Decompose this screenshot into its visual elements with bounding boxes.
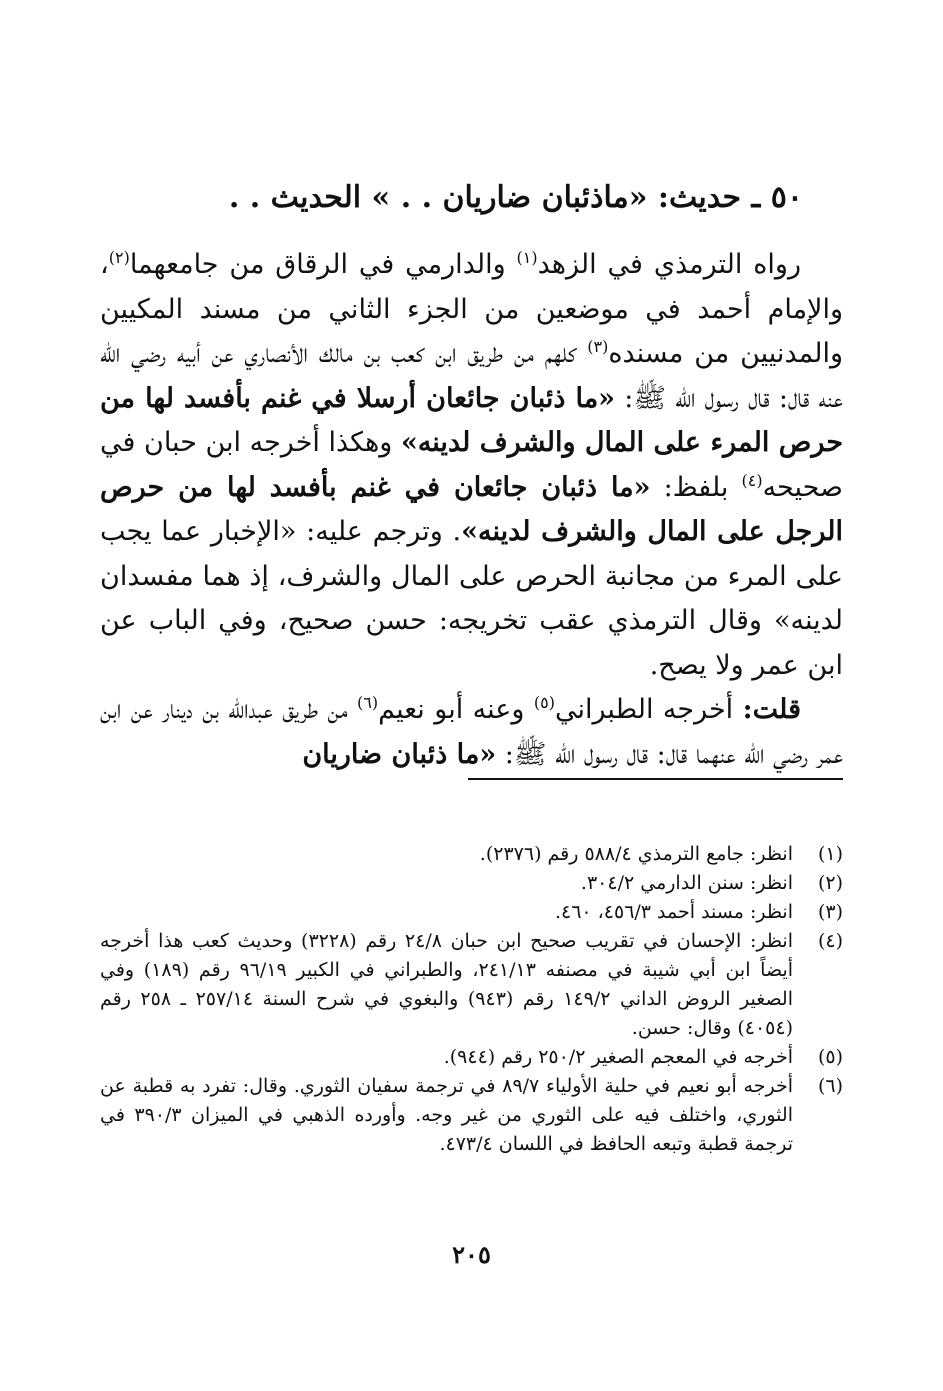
footnote-number: (١) (817, 843, 843, 865)
text-run: بلفظ: (650, 471, 742, 503)
footnote-4 (100, 927, 843, 1043)
footnote-ref: (٢) (108, 248, 130, 267)
text-run: والدارمي في الرقاق من جامعهما (129, 249, 517, 280)
footnote-3 (100, 898, 843, 927)
footnote-number: (٢) (817, 872, 843, 894)
footnote-number: (٥) (817, 1046, 843, 1068)
footnotes (100, 840, 843, 1159)
footnote-number: (٦) (817, 1075, 843, 1097)
lead-word: قلت: (742, 694, 801, 725)
footnote-separator (468, 778, 843, 780)
footnote-text: أخرجه أبو نعيم في حلية الأولياء ٨٩/٧ في ترجمة سفيان الثوري. وقال: تفرد به قطبة عن الثوري، واختلف فيه على الثوري من غير وجه. وأورده الذهبي في الميزان ٣٩٠/٣ في ترجمة قطبة وتبعه الحافظ في اللسان ٤٧٣/٤. (100, 1075, 793, 1155)
footnote-ref: (٣) (587, 337, 609, 356)
footnote-text: انظر: سنن الدارمي ٣٠٤/٢. (580, 872, 793, 894)
footnote-text: انظر: جامع الترمذي ٥٨٨/٤ رقم (٢٣٧٦). (479, 843, 793, 865)
hadith-heading: ٥٠ ـ حديث: «ماذئبان ضاريان . . » الحديث . . (228, 180, 803, 215)
footnote-text: انظر: الإحسان في تقريب صحيح ابن حبان ٢٤/٨ رقم (٣٢٢٨) وحديث كعب هذا أخرجه أيضاً ابن أبي شيبة في مصنفه ٢٤١/١٣، والطبراني في الكبير ٩٦/١٩ رقم (١٨٩) وفي الصغير الروض الداني ١٤٩/٢ رقم (٩٤٣) والبغوي في شرح السنة ٢٥٧/١٤ ـ ٢٥٨ رقم (٤٠٥٤) وقال: حسن. (100, 930, 794, 1039)
hadith-quote: «ما ذئبان جائعان في غنم بأفسد لها من حرص الرجل على المال والشرف لدينه» (100, 471, 843, 547)
footnote-number: (٤) (817, 930, 843, 952)
footnote-1 (100, 840, 843, 869)
text-run: رواه الترمذي في الزهد (537, 249, 801, 280)
text-run: كلهم من طريق ابن كعب بن مالك الأنصاري عن أبيه رضي الله عنه قال: قال رسول الله ﷺ: (100, 338, 843, 414)
footnote-5 (100, 1043, 843, 1072)
page-number: ٢٠٥ (452, 1240, 491, 1269)
hadith-quote: «ما ذئبان جائعان أرسلا في غنم بأفسد لها من حرص المرء على المال والشرف لدينه» (100, 382, 844, 458)
hadith-quote: «ما ذئبان ضاريان (302, 738, 497, 770)
text-run: . وترجم عليه: «الإخبار عما يجب على المرء من مجانبة الحرص على المال والشرف، إذ هما مفسدان لدينه» وقال الترمذي عقب تخريجه: حسن صحيح، وفي الباب عن ابن عمر ولا يصح. (100, 516, 843, 681)
footnote-ref: (٤) (741, 470, 763, 490)
main-text (100, 243, 843, 777)
text-run: من طريق عبدالله بن دينار عن ابن عمر رضي الله عنهما قال: قال رسول الله ﷺ: (100, 694, 843, 770)
text-run: أخرجه الطبراني (555, 694, 743, 725)
footnote-text: أخرجه في المعجم الصغير ٢٥٠/٢ رقم (٩٤٤). (443, 1046, 793, 1068)
text-run: وهكذا أخرجه ابن حبان في صحيحه (100, 427, 843, 503)
text-run: وعنه أبو نعيم (378, 694, 534, 725)
footnote-ref: (٦) (357, 693, 379, 712)
footnote-6 (100, 1072, 843, 1159)
footnote-text: انظر: مسند أحمد ٤٥٦/٣، ٤٦٠. (554, 901, 793, 923)
footnote-ref: (١) (516, 248, 538, 267)
paragraph-2 (100, 688, 843, 777)
paragraph-1 (100, 243, 843, 688)
text-run: ، والإمام أحمد في موضعين من الجزء الثاني من مسند المكيين والمدنيين من مسنده (100, 249, 843, 369)
footnote-2 (100, 869, 843, 898)
footnote-number: (٣) (817, 901, 843, 923)
footnote-ref: (٥) (533, 693, 556, 712)
